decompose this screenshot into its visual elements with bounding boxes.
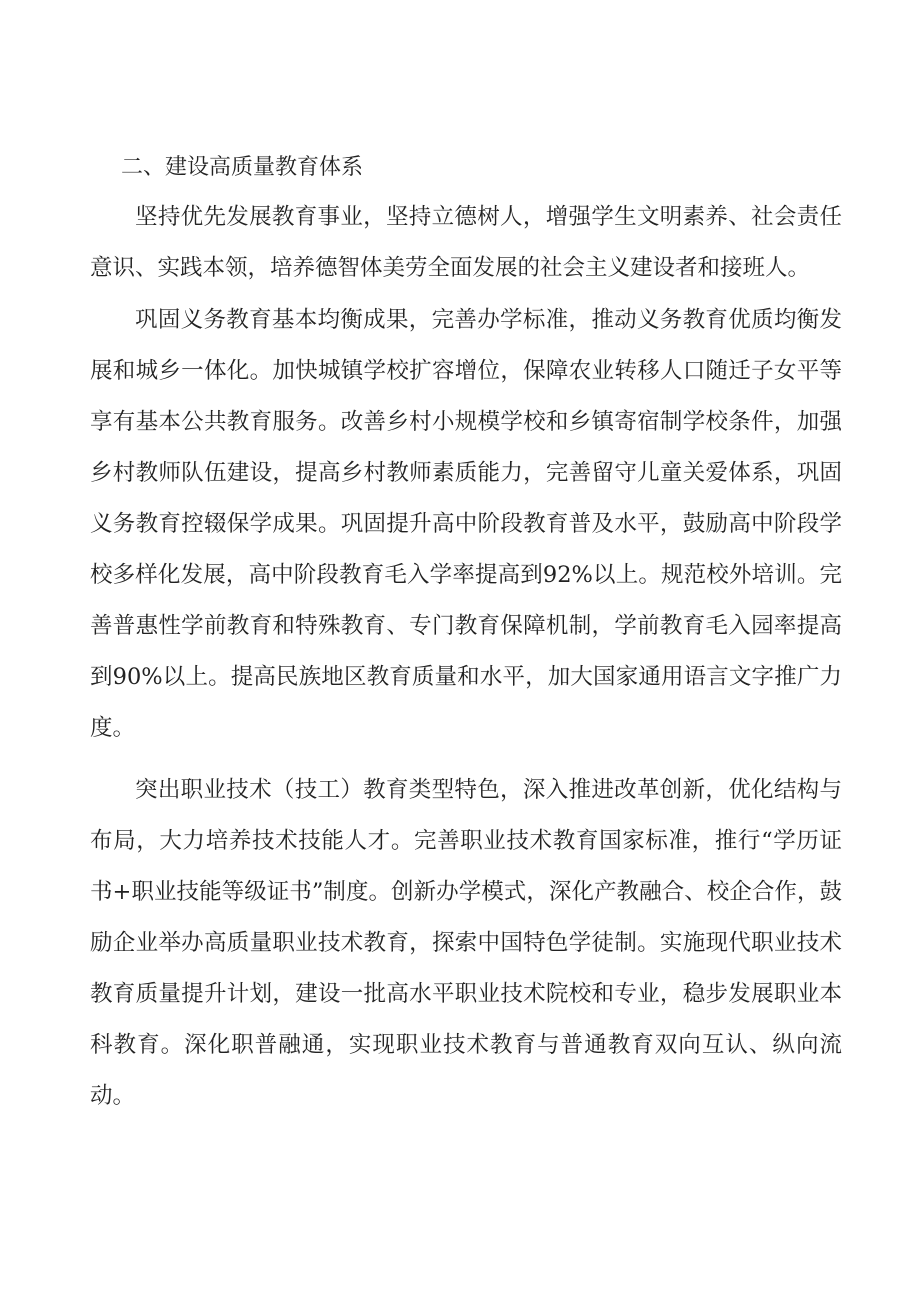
paragraph: 坚持优先发展教育事业，坚持立德树人，增强学生文明素养、社会责任意识、实践本领，培养德智体美劳全面发展的社会主义建设者和接班人。 — [90, 204, 842, 281]
paragraph: 突出职业技术（技工）教育类型特色，深入推进改革创新，优化结构与布局，大力培养技术技能人才。完善职业技术教育国家标准，推行“学历证书+职业技能等级证书”制度。创新办学模式，深化产教融合、校企合作，鼓励企业举办高质量职业技术教育，探索中国特色学徒制。实施现代职业技术教育质量提升计划，建设一批高水平职业技术院校和专业，稳步发展职业本科教育。深化职普融通，实现职业技术教育与普通教育双向互认、纵向流动。 — [90, 777, 842, 1109]
paragraph: 巩固义务教育基本均衡成果，完善办学标准，推动义务教育优质均衡发展和城乡一体化。加快城镇学校扩容增位，保障农业转移人口随迁子女平等享有基本公共教育服务。改善乡村小规模学校和乡镇寄宿制学校条件，加强乡村教师队伍建设，提高乡村教师素质能力，完善留守儿童关爱体系，巩固义务教育控辍保学成果。巩固提升高中阶段教育普及水平，鼓励高中阶段学校多样化发展，高中阶段教育毛入学率提高到92%以上。规范校外培训。完善普惠性学前教育和特殊教育、专门教育保障机制，学前教育毛入园率提高到90%以上。提高民族地区教育质量和水平，加大国家通用语言文字推广力度。 — [90, 307, 842, 741]
section-heading: 二、建设高质量教育体系 — [121, 155, 364, 180]
